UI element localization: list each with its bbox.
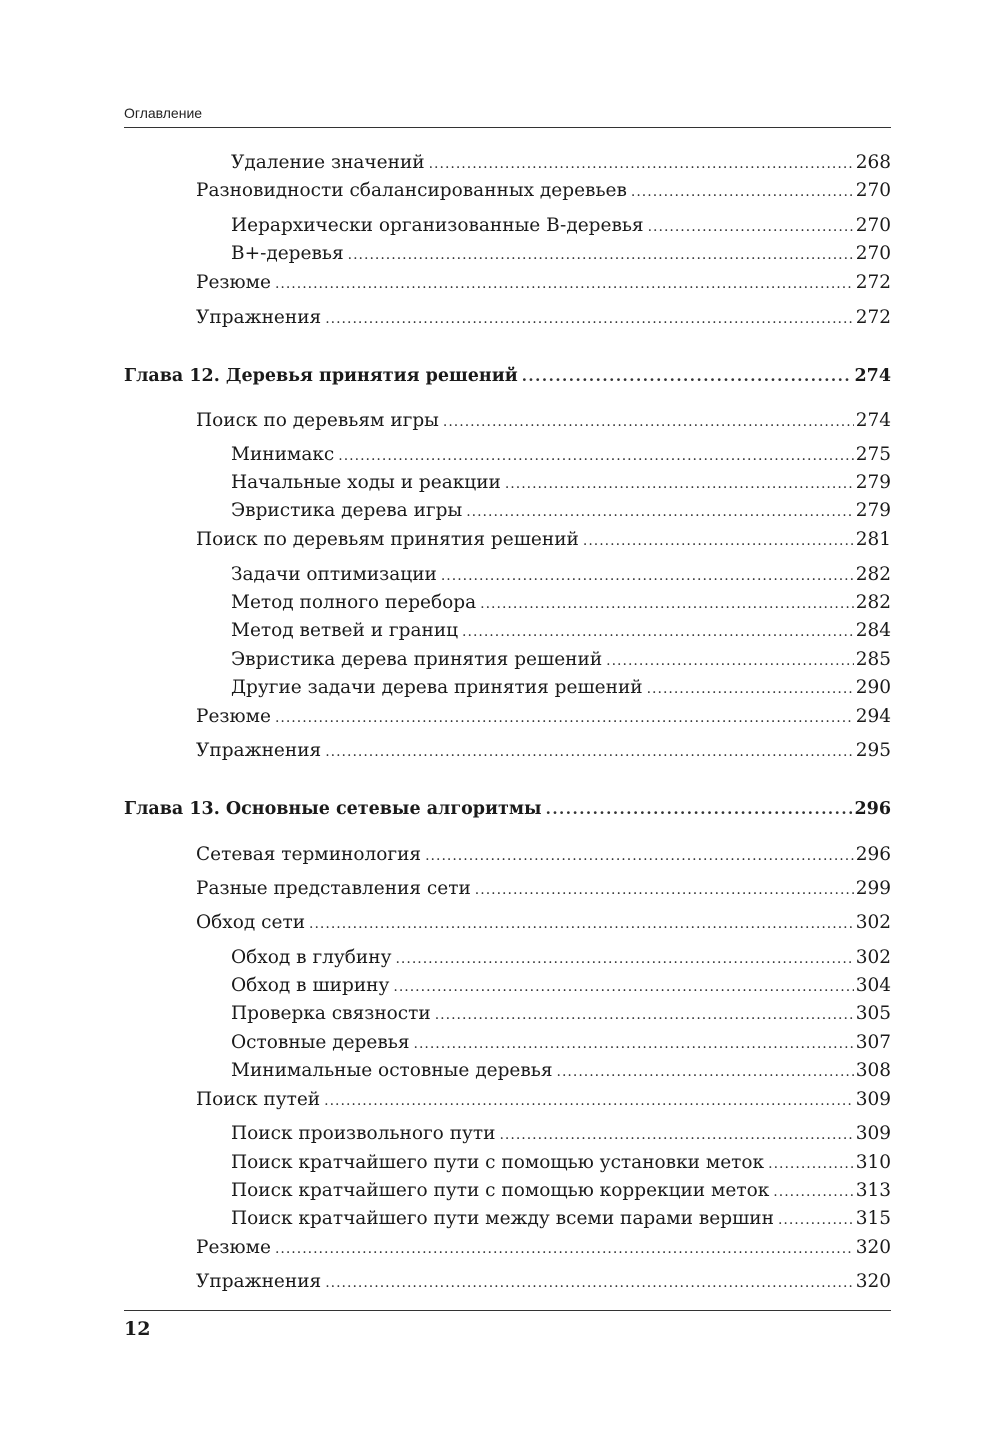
leader-dots: [480, 591, 854, 617]
toc-entry: [124, 1269, 891, 1295]
toc-entry-title: Остовные деревья: [231, 1032, 410, 1053]
leader-dots: [393, 974, 853, 1000]
toc-entry-page: 304: [855, 975, 891, 996]
toc-entry-title: Упражнения: [196, 740, 322, 761]
toc-entry-title: Упражнения: [196, 307, 322, 328]
toc-entry: [124, 213, 891, 239]
toc-entry-page: 275: [855, 444, 891, 465]
footer-rule: [124, 1310, 891, 1311]
toc-entry: [124, 498, 891, 524]
toc-entry-page: 315: [855, 1208, 891, 1229]
leader-dots: [443, 409, 854, 435]
toc-entry-page: 279: [855, 472, 891, 493]
leader-dots: [773, 1179, 853, 1205]
toc-entry-page: 290: [855, 677, 891, 698]
toc-entry-title: Эвристика дерева принятия решений: [231, 649, 603, 670]
toc-entry: [124, 1030, 891, 1056]
toc-entry-title: Поиск по деревьям игры: [196, 410, 439, 431]
toc-entry: [124, 647, 891, 673]
toc-entry-title: Обход сети: [196, 912, 306, 933]
toc-entry-page: 284: [855, 620, 891, 641]
toc-entry: [124, 1001, 891, 1027]
toc-entry-title: Начальные ходы и реакции: [231, 472, 501, 493]
toc-entry: [124, 590, 891, 616]
toc-chapter-title: Глава 13. Основные сетевые алгоритмы: [124, 799, 542, 819]
toc-entry: [124, 618, 891, 644]
toc-entry-title: Метод ветвей и границ: [231, 620, 459, 641]
toc-entry: [124, 1058, 891, 1084]
toc-chapter-12: [124, 363, 891, 389]
toc-entry: [124, 1235, 891, 1261]
leader-dots: [475, 877, 854, 903]
toc-entry-title: Поиск произвольного пути: [231, 1123, 496, 1144]
header-title: Оглавление: [124, 105, 203, 121]
toc-entry-title: Поиск путей: [196, 1089, 321, 1110]
leader-dots: [435, 1002, 854, 1028]
toc-chapter-page: 296: [854, 799, 891, 819]
toc-entry: [124, 876, 891, 902]
leader-dots: [522, 363, 853, 389]
toc-entry-page: 285: [855, 649, 891, 670]
toc-entry-title: Разные представления сети: [196, 878, 471, 899]
toc-entry-page: 305: [855, 1003, 891, 1024]
toc-entry: [124, 675, 891, 701]
leader-dots: [606, 648, 854, 674]
leader-dots: [414, 1031, 854, 1057]
page-number: 12: [124, 1318, 151, 1340]
toc-chapter-title: Глава 12. Деревья принятия решений: [124, 366, 518, 386]
leader-dots: [768, 1151, 854, 1177]
toc-entry-page: 295: [855, 740, 891, 761]
toc-entry-title: Поиск кратчайшего пути с помощью коррекции меток: [231, 1180, 770, 1201]
leader-dots: [505, 471, 854, 497]
toc-chapter-13: [124, 796, 891, 822]
leader-dots: [275, 705, 854, 731]
toc-entry-page: 308: [855, 1060, 891, 1081]
toc-entry-title: Минимакс: [231, 444, 335, 465]
toc-entry: [124, 442, 891, 468]
leader-dots: [325, 1270, 853, 1296]
toc-entry-page: 282: [855, 592, 891, 613]
toc-entry-page: 270: [855, 243, 891, 264]
toc-entry-title: Иерархически организованные B-деревья: [231, 215, 644, 236]
leader-dots: [275, 271, 854, 297]
toc-entry-page: 307: [855, 1032, 891, 1053]
toc-entry: [124, 562, 891, 588]
leader-dots: [429, 151, 854, 177]
toc-entry: [124, 241, 891, 267]
leader-dots: [441, 563, 854, 589]
leader-dots: [309, 911, 854, 937]
toc-entry: [124, 1206, 891, 1232]
toc-entry-title: Эвристика дерева игры: [231, 500, 463, 521]
toc-entry: [124, 1087, 891, 1113]
toc-entry: [124, 408, 891, 434]
leader-dots: [395, 946, 853, 972]
toc-entry-page: 309: [855, 1123, 891, 1144]
leader-dots: [348, 242, 854, 268]
toc-entry-page: 272: [855, 272, 891, 293]
toc-entry-title: Проверка связности: [231, 1003, 431, 1024]
toc-entry-title: B+-деревья: [231, 243, 344, 264]
toc-entry-title: Разновидности сбалансированных деревьев: [196, 180, 627, 201]
leader-dots: [325, 739, 853, 765]
toc-entry-title: Другие задачи дерева принятия решений: [231, 677, 643, 698]
toc-entry: [124, 305, 891, 331]
toc-entry: [124, 910, 891, 936]
leader-dots: [338, 443, 853, 469]
toc-entry-title: Поиск кратчайшего пути с помощью установки меток: [231, 1152, 765, 1173]
leader-dots: [546, 796, 853, 822]
leader-dots: [466, 499, 854, 525]
toc-entry: [124, 704, 891, 730]
toc-entry-title: Задачи оптимизации: [231, 564, 437, 585]
leader-dots: [462, 619, 854, 645]
toc-entry-page: 320: [855, 1237, 891, 1258]
leader-dots: [647, 676, 854, 702]
toc-entry: [124, 150, 891, 176]
toc-entry-page: 274: [855, 410, 891, 431]
toc-entry: [124, 527, 891, 553]
toc-entry-title: Резюме: [196, 1237, 271, 1258]
toc-entry-page: 282: [855, 564, 891, 585]
toc-entry-title: Метод полного перебора: [231, 592, 477, 613]
leader-dots: [325, 306, 853, 332]
leader-dots: [648, 214, 854, 240]
toc-entry-page: 302: [855, 912, 891, 933]
toc-entry-page: 270: [855, 215, 891, 236]
toc-entry-title: Резюме: [196, 272, 271, 293]
toc-entry-page: 270: [855, 180, 891, 201]
toc-entry-page: 309: [855, 1089, 891, 1110]
toc-entry: [124, 842, 891, 868]
toc-entry-page: 294: [855, 706, 891, 727]
leader-dots: [324, 1088, 854, 1114]
toc-entry-page: 310: [855, 1152, 891, 1173]
toc-entry: [124, 973, 891, 999]
toc-entry: [124, 178, 891, 204]
toc-entry: [124, 1178, 891, 1204]
toc-entry-title: Поиск кратчайшего пути между всеми парами вершин: [231, 1208, 774, 1229]
leader-dots: [557, 1059, 854, 1085]
toc-entry: [124, 270, 891, 296]
toc-entry-page: 268: [855, 152, 891, 173]
toc-entry-page: 272: [855, 307, 891, 328]
toc-entry-title: Поиск по деревьям принятия решений: [196, 529, 579, 550]
toc-entry-title: Сетевая терминология: [196, 844, 422, 865]
toc-entry-title: Обход в ширину: [231, 975, 390, 996]
toc-entry-page: 281: [855, 529, 891, 550]
leader-dots: [583, 528, 854, 554]
toc-entry-title: Удаление значений: [231, 152, 425, 173]
toc-entry-title: Упражнения: [196, 1271, 322, 1292]
toc-entry-title: Минимальные остовные деревья: [231, 1060, 553, 1081]
toc-chapter-page: 274: [854, 366, 891, 386]
leader-dots: [631, 179, 854, 205]
toc-entry-page: 299: [855, 878, 891, 899]
leader-dots: [499, 1122, 853, 1148]
toc-entry-title: Резюме: [196, 706, 271, 727]
leader-dots: [778, 1207, 854, 1233]
toc-entry-page: 302: [855, 947, 891, 968]
toc-entry: [124, 945, 891, 971]
leader-dots: [425, 843, 854, 869]
toc-entry: [124, 738, 891, 764]
toc-entry: [124, 1150, 891, 1176]
toc-entry: [124, 470, 891, 496]
toc-entry-page: 296: [855, 844, 891, 865]
toc-entry-page: 313: [855, 1180, 891, 1201]
table-of-contents: [124, 0, 891, 1447]
toc-entry-title: Обход в глубину: [231, 947, 392, 968]
toc-entry-page: 279: [855, 500, 891, 521]
leader-dots: [275, 1236, 854, 1262]
toc-entry-page: 320: [855, 1271, 891, 1292]
toc-entry: [124, 1121, 891, 1147]
